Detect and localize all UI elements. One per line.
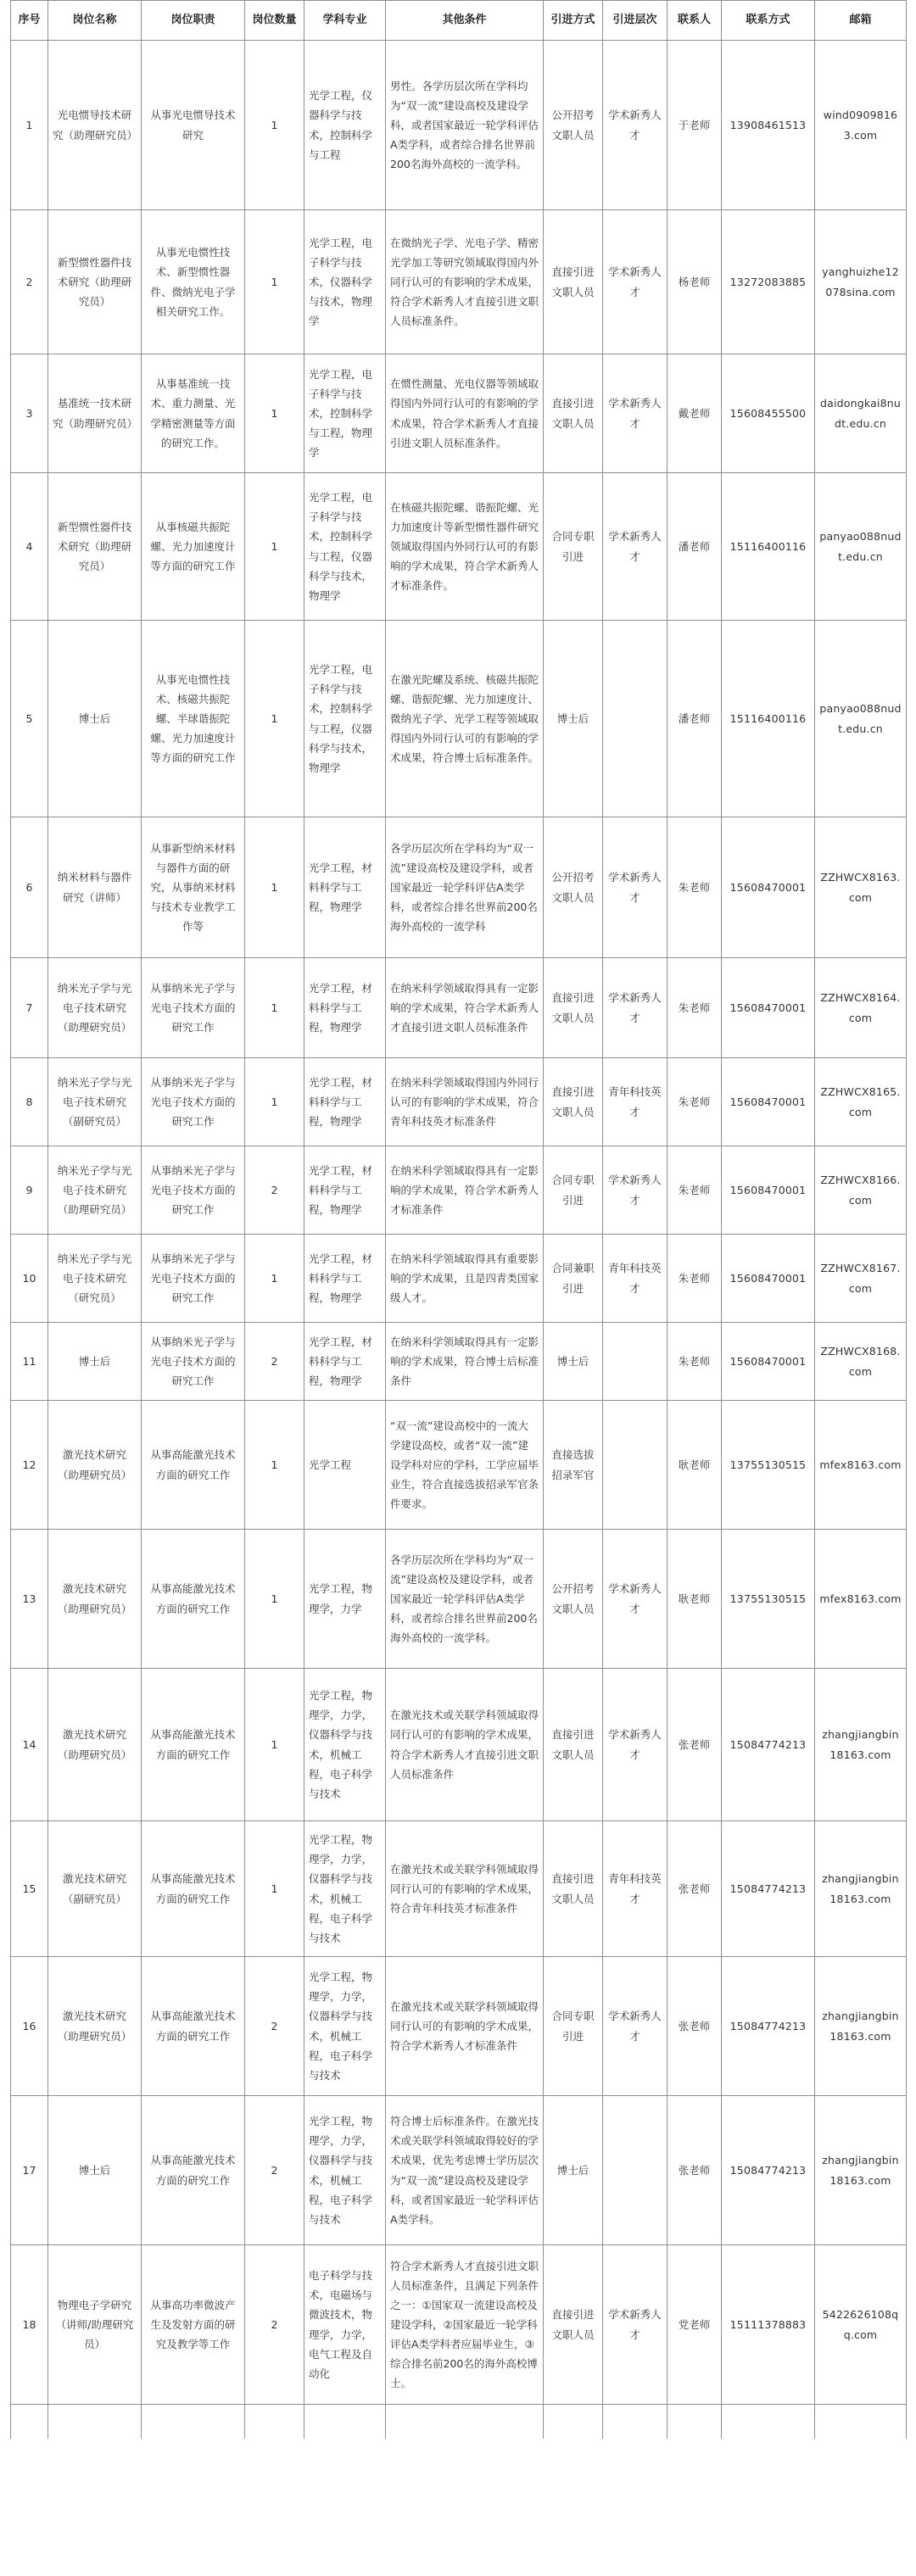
cell-count: 1: [245, 1235, 304, 1323]
cell-method: 合同专职引进: [544, 1957, 603, 2096]
cell-no: 16: [11, 1957, 48, 2096]
cell-major: 光学工程，电子科学与技术，控制科学与工程，仪器科学与技术，物理学: [304, 473, 386, 621]
cell-method: 直接引进文职人员: [544, 1669, 603, 1821]
cell-no: 3: [11, 354, 48, 473]
cell-method: 博士后: [544, 1323, 603, 1401]
cell-count: 1: [245, 1058, 304, 1146]
cell-no: 14: [11, 1669, 48, 1821]
cell-post-name: 激光技术研究（副研究员）: [48, 1821, 142, 1957]
cell-count: 2: [245, 2245, 304, 2405]
cell-count: 1: [245, 1821, 304, 1957]
cell-contact: 朱老师: [667, 1235, 722, 1323]
cell-contact: 戴老师: [667, 354, 722, 473]
cell-contact: 张老师: [667, 1669, 722, 1821]
cell-method: 合同专职引进: [544, 1146, 603, 1235]
cell-duty: 从事高能激光技术方面的研究工作: [142, 2096, 245, 2245]
cell-no: 8: [11, 1058, 48, 1146]
cell-major: 光学工程，仪器科学与技术，控制科学与工程: [304, 41, 386, 210]
cell-conditions: 在激光陀螺及系统、核磁共振陀螺、谐振陀螺、光力加速度计、微纳光子学、光学工程等领域取得国内外同行认可的有影响的学术成果，符合博士后标准条件。: [386, 621, 544, 817]
cell-post-name: 纳米光子学与光电子技术研究（助理研究员）: [48, 958, 142, 1058]
table-row: [11, 817, 907, 958]
cell-post-name: 新型惯性器件技术研究（助理研究员）: [48, 473, 142, 621]
table-row: [11, 2405, 907, 2439]
cell-contact: 于老师: [667, 41, 722, 210]
cell-major: 光学工程，物理学，力学，仪器科学与技术，机械工程，电子科学与技术: [304, 1957, 386, 2096]
table-row: [11, 473, 907, 621]
cell-level: 学术新秀人才: [603, 1146, 667, 1235]
cell-email: ZZHWCX8167.com: [815, 1235, 907, 1323]
cell-count: 1: [245, 354, 304, 473]
cell-method: 直接引进文职人员: [544, 2245, 603, 2405]
cell-duty: 从事基准统一技术、重力测量、光学精密测量等方面的研究工作。: [142, 354, 245, 473]
cell-post-name: 纳米材料与器件研究（讲师）: [48, 817, 142, 958]
cell-phone: 15116400116: [722, 621, 815, 817]
table-row: [11, 1669, 907, 1821]
cell-count: [245, 2405, 304, 2439]
cell-email: mfex8163.com: [815, 1401, 907, 1530]
cell-post-name: 博士后: [48, 2096, 142, 2245]
recruitment-table-container: [10, 0, 906, 2439]
cell-duty: 从事光电惯性技术、核磁共振陀螺、半球谐振陀螺、光力加速度计等方面的研究工作: [142, 621, 245, 817]
cell-phone: 15116400116: [722, 473, 815, 621]
cell-no: 4: [11, 473, 48, 621]
cell-count: 1: [245, 1401, 304, 1530]
cell-level: [603, 1401, 667, 1530]
cell-major: 光学工程，材料科学与工程，物理学: [304, 1058, 386, 1146]
cell-count: 1: [245, 210, 304, 354]
cell-email: ZZHWCX8164.com: [815, 958, 907, 1058]
cell-conditions: 在纳米科学领域取得国内外同行认可的有影响的学术成果，符合青年科技英才标准条件: [386, 1058, 544, 1146]
cell-phone: 15084774213: [722, 1957, 815, 2096]
cell-email: 5422626108qq.com: [815, 2245, 907, 2405]
table-row: [11, 958, 907, 1058]
cell-contact: 朱老师: [667, 958, 722, 1058]
cell-level: [603, 1323, 667, 1401]
cell-conditions: 在微纳光子学、光电子学、精密光学加工等研究领域取得国内外同行认可的有影响的学术成果，符合学术新秀人才直接引进文职人员标准条件。: [386, 210, 544, 354]
cell-conditions: 各学历层次所在学科均为“双一流”建设高校及建设学科，或者国家最近一轮学科评估A类学科，或者综合排名世界前200名海外高校的一流学科。: [386, 1530, 544, 1669]
cell-method: 公开招考文职人员: [544, 41, 603, 210]
table-row: [11, 2245, 907, 2405]
cell-major: 电子科学与技术，电磁场与微波技术，物理学，力学，电气工程及自动化: [304, 2245, 386, 2405]
cell-post-name: 博士后: [48, 621, 142, 817]
cell-email: mfex8163.com: [815, 1530, 907, 1669]
cell-phone: 15608455500: [722, 354, 815, 473]
cell-level: 学术新秀人才: [603, 210, 667, 354]
cell-phone: 15608470001: [722, 958, 815, 1058]
cell-method: 直接选拔招录军官: [544, 1401, 603, 1530]
cell-no: 17: [11, 2096, 48, 2245]
cell-contact: 耿老师: [667, 1401, 722, 1530]
cell-contact: 张老师: [667, 2096, 722, 2245]
cell-email: ZZHWCX8163.com: [815, 817, 907, 958]
cell-conditions: 在惯性测量、光电仪器等领域取得国内外同行认可的有影响的学术成果，符合学术新秀人才直接引进文职人员标准条件。: [386, 354, 544, 473]
cell-phone: 15608470001: [722, 817, 815, 958]
cell-level: 学术新秀人才: [603, 817, 667, 958]
cell-count: 1: [245, 41, 304, 210]
table-row: [11, 621, 907, 817]
cell-level: 学术新秀人才: [603, 354, 667, 473]
cell-method: 直接引进文职人员: [544, 1058, 603, 1146]
cell-contact: 张老师: [667, 1821, 722, 1957]
cell-no: 1: [11, 41, 48, 210]
cell-major: 光学工程，物理学，力学，仪器科学与技术，机械工程，电子科学与技术: [304, 1669, 386, 1821]
cell-count: 2: [245, 2096, 304, 2245]
cell-conditions: 符合博士后标准条件。在激光技术或关联学科领域取得较好的学术成果，优先考虑博士学历层次为“双一流”建设高校及建设学科，或者国家最近一轮学科评估A类学科。: [386, 2096, 544, 2245]
cell-count: 1: [245, 1530, 304, 1669]
cell-method: 直接引进文职人员: [544, 1821, 603, 1957]
cell-duty: 从事纳米光子学与光电子技术方面的研究工作: [142, 958, 245, 1058]
cell-conditions: “双一流”建设高校中的一流大学建设高校，或者“双一流”建设学科对应的学科，工学应届毕业生，符合直接选拔招录军官条件要求。: [386, 1401, 544, 1530]
table-row: [11, 210, 907, 354]
cell-duty: 从事光电惯性技术、新型惯性器件、微纳光电子学相关研究工作。: [142, 210, 245, 354]
cell-duty: 从事高能激光技术方面的研究工作: [142, 1530, 245, 1669]
cell-email: [815, 2405, 907, 2439]
cell-conditions: 在核磁共振陀螺、谐振陀螺、光力加速度计等新型惯性器件研究领域取得国内外同行认可的有影响的学术成果，符合学术新秀人才标准条件。: [386, 473, 544, 621]
cell-no: 10: [11, 1235, 48, 1323]
cell-count: 1: [245, 473, 304, 621]
header-email: 邮箱: [815, 1, 907, 41]
cell-phone: 13908461513: [722, 41, 815, 210]
cell-post-name: 基准统一技术研究（助理研究员）: [48, 354, 142, 473]
cell-conditions: [386, 2405, 544, 2439]
cell-conditions: 在纳米科学领域取得具有一定影响的学术成果，符合学术新秀人才标准条件: [386, 1146, 544, 1235]
table-row: [11, 2096, 907, 2245]
table-row: [11, 1146, 907, 1235]
cell-no: 7: [11, 958, 48, 1058]
cell-method: 博士后: [544, 2096, 603, 2245]
cell-method: 合同兼职引进: [544, 1235, 603, 1323]
cell-level: 青年科技英才: [603, 1058, 667, 1146]
cell-contact: 耿老师: [667, 1530, 722, 1669]
cell-level: 学术新秀人才: [603, 1957, 667, 2096]
cell-contact: 党老师: [667, 2245, 722, 2405]
cell-contact: 张老师: [667, 1957, 722, 2096]
cell-count: 1: [245, 817, 304, 958]
cell-post-name: 纳米光子学与光电子技术研究（副研究员）: [48, 1058, 142, 1146]
cell-method: 直接引进文职人员: [544, 354, 603, 473]
cell-phone: 15084774213: [722, 2096, 815, 2245]
table-row: [11, 1323, 907, 1401]
cell-post-name: 纳米光子学与光电子技术研究（研究员）: [48, 1235, 142, 1323]
header-conditions: 其他条件: [386, 1, 544, 41]
cell-conditions: 在激光技术或关联学科领域取得同行认可的有影响的学术成果，符合青年科技英才标准条件: [386, 1821, 544, 1957]
cell-phone: 13755130515: [722, 1530, 815, 1669]
cell-conditions: 在纳米科学领域取得具有一定影响的学术成果，符合博士后标准条件: [386, 1323, 544, 1401]
cell-duty: 从事高能激光技术方面的研究工作: [142, 1401, 245, 1530]
cell-method: 直接引进文职人员: [544, 210, 603, 354]
cell-post-name: 激光技术研究（助理研究员）: [48, 1530, 142, 1669]
cell-phone: 15608470001: [722, 1323, 815, 1401]
header-duty: 岗位职责: [142, 1, 245, 41]
cell-no: 11: [11, 1323, 48, 1401]
cell-post-name: 光电惯导技术研究（助理研究员）: [48, 41, 142, 210]
cell-level: 学术新秀人才: [603, 473, 667, 621]
cell-method: 公开招考文职人员: [544, 817, 603, 958]
cell-email: zhangjiangbin18163.com: [815, 1669, 907, 1821]
cell-level: 学术新秀人才: [603, 1530, 667, 1669]
cell-post-name: 纳米光子学与光电子技术研究（助理研究员）: [48, 1146, 142, 1235]
cell-no: 9: [11, 1146, 48, 1235]
cell-no: 13: [11, 1530, 48, 1669]
cell-major: 光学工程: [304, 1401, 386, 1530]
cell-major: 光学工程，材料科学与工程，物理学: [304, 817, 386, 958]
table-row: [11, 1821, 907, 1957]
cell-no: 12: [11, 1401, 48, 1530]
table-row: [11, 41, 907, 210]
cell-post-name: [48, 2405, 142, 2439]
header-major: 学科专业: [304, 1, 386, 41]
cell-level: 青年科技英才: [603, 1821, 667, 1957]
cell-email: zhangjiangbin18163.com: [815, 1821, 907, 1957]
cell-duty: 从事核磁共振陀螺、光力加速度计等方面的研究工作: [142, 473, 245, 621]
cell-method: 公开招考文职人员: [544, 1530, 603, 1669]
cell-post-name: 激光技术研究（助理研究员）: [48, 1957, 142, 2096]
cell-phone: 15608470001: [722, 1058, 815, 1146]
cell-conditions: 在激光技术或关联学科领域取得同行认可的有影响的学术成果，符合学术新秀人才标准条件: [386, 1957, 544, 2096]
cell-phone: 13272083885: [722, 210, 815, 354]
cell-duty: 从事高功率微波产生及发射方面的研究及教学等工作: [142, 2245, 245, 2405]
cell-email: daidongkai8nudt.edu.cn: [815, 354, 907, 473]
cell-no: 5: [11, 621, 48, 817]
cell-conditions: 在激光技术或关联学科领域取得同行认可的有影响的学术成果，符合学术新秀人才直接引进文职人员标准条件: [386, 1669, 544, 1821]
cell-conditions: 各学历层次所在学科均为“双一流”建设高校及建设学科，或者国家最近一轮学科评估A类学科，或者综合排名世界前200名海外高校的一流学科: [386, 817, 544, 958]
cell-level: [603, 621, 667, 817]
cell-method: 合同专职引进: [544, 473, 603, 621]
cell-duty: [142, 2405, 245, 2439]
cell-method: [544, 2405, 603, 2439]
header-phone: 联系方式: [722, 1, 815, 41]
cell-phone: 15608470001: [722, 1146, 815, 1235]
cell-duty: 从事新型纳米材料与器件方面的研究，从事纳米材料与技术专业教学工作等: [142, 817, 245, 958]
cell-major: 光学工程，物理学，力学: [304, 1530, 386, 1669]
table-row: [11, 354, 907, 473]
header-no: 序号: [11, 1, 48, 41]
cell-major: 光学工程，电子科学与技术，仪器科学与技术，物理学: [304, 210, 386, 354]
cell-phone: 15608470001: [722, 1235, 815, 1323]
cell-conditions: 符合学术新秀人才直接引进文职人员标准条件，且满足下列条件之一：①国家双一流建设高校及建设学科，②国家最近一轮学科评估A类学科者应届毕业生，③综合排名前200名的海外高校博士。: [386, 2245, 544, 2405]
table-row: [11, 1957, 907, 2096]
header-method: 引进方式: [544, 1, 603, 41]
cell-post-name: 新型惯性器件技术研究（助理研究员）: [48, 210, 142, 354]
cell-email: ZZHWCX8168.com: [815, 1323, 907, 1401]
cell-level: 青年科技英才: [603, 1235, 667, 1323]
cell-count: 2: [245, 1323, 304, 1401]
cell-major: 光学工程，材料科学与工程，物理学: [304, 958, 386, 1058]
cell-level: [603, 2096, 667, 2245]
cell-post-name: 博士后: [48, 1323, 142, 1401]
cell-email: ZZHWCX8166.com: [815, 1146, 907, 1235]
cell-email: zhangjiangbin18163.com: [815, 2096, 907, 2245]
header-count: 岗位数量: [245, 1, 304, 41]
cell-post-name: 激光技术研究（助理研究员）: [48, 1669, 142, 1821]
cell-contact: 朱老师: [667, 1323, 722, 1401]
cell-duty: 从事纳米光子学与光电子技术方面的研究工作: [142, 1323, 245, 1401]
cell-phone: 15111378883: [722, 2245, 815, 2405]
cell-contact: 潘老师: [667, 473, 722, 621]
cell-contact: 潘老师: [667, 621, 722, 817]
cell-major: 光学工程，材料科学与工程，物理学: [304, 1146, 386, 1235]
cell-phone: [722, 2405, 815, 2439]
table-row: [11, 1401, 907, 1530]
cell-duty: 从事纳米光子学与光电子技术方面的研究工作: [142, 1058, 245, 1146]
table-row: [11, 1058, 907, 1146]
cell-duty: 从事纳米光子学与光电子技术方面的研究工作: [142, 1146, 245, 1235]
cell-post-name: 物理电子学研究（讲师/助理研究员）: [48, 2245, 142, 2405]
cell-phone: 15084774213: [722, 1669, 815, 1821]
header-contact: 联系人: [667, 1, 722, 41]
cell-count: 1: [245, 958, 304, 1058]
cell-major: 光学工程，电子科学与技术，控制科学与工程，物理学: [304, 354, 386, 473]
cell-count: 2: [245, 1957, 304, 2096]
cell-email: yanghuizhe12078sina.com: [815, 210, 907, 354]
cell-phone: 15084774213: [722, 1821, 815, 1957]
cell-contact: 朱老师: [667, 817, 722, 958]
cell-level: 学术新秀人才: [603, 1669, 667, 1821]
cell-major: 光学工程，电子科学与技术，控制科学与工程，仪器科学与技术，物理学: [304, 621, 386, 817]
cell-no: 6: [11, 817, 48, 958]
cell-email: wind09098163.com: [815, 41, 907, 210]
cell-method: 直接引进文职人员: [544, 958, 603, 1058]
cell-major: [304, 2405, 386, 2439]
cell-phone: 13755130515: [722, 1401, 815, 1530]
cell-email: panyao088nudt.edu.cn: [815, 621, 907, 817]
cell-email: zhangjiangbin18163.com: [815, 1957, 907, 2096]
cell-duty: 从事高能激光技术方面的研究工作: [142, 1669, 245, 1821]
cell-major: 光学工程，材料科学与工程，物理学: [304, 1323, 386, 1401]
header-level: 引进层次: [603, 1, 667, 41]
cell-contact: [667, 2405, 722, 2439]
cell-count: 2: [245, 1146, 304, 1235]
cell-duty: 从事纳米光子学与光电子技术方面的研究工作: [142, 1235, 245, 1323]
table-row: [11, 1235, 907, 1323]
cell-count: 1: [245, 621, 304, 817]
cell-no: 18: [11, 2245, 48, 2405]
cell-level: 学术新秀人才: [603, 41, 667, 210]
cell-contact: 朱老师: [667, 1146, 722, 1235]
cell-conditions: 男性。各学历层次所在学科均为“双一流”建设高校及建设学科，或者国家最近一轮学科评估A类学科，或者综合排名世界前200名海外高校的一流学科。: [386, 41, 544, 210]
cell-post-name: 激光技术研究（助理研究员）: [48, 1401, 142, 1530]
cell-count: 1: [245, 1669, 304, 1821]
cell-conditions: 在纳米科学领域取得具有一定影响的学术成果，符合学术新秀人才直接引进文职人员标准条件: [386, 958, 544, 1058]
cell-duty: 从事光电惯导技术研究: [142, 41, 245, 210]
header-post-name: 岗位名称: [48, 1, 142, 41]
cell-no: [11, 2405, 48, 2439]
cell-level: 学术新秀人才: [603, 958, 667, 1058]
cell-email: ZZHWCX8165.com: [815, 1058, 907, 1146]
cell-no: 2: [11, 210, 48, 354]
cell-duty: 从事高能激光技术方面的研究工作: [142, 1957, 245, 2096]
cell-level: 学术新秀人才: [603, 2245, 667, 2405]
cell-major: 光学工程，物理学，力学，仪器科学与技术，机械工程，电子科学与技术: [304, 2096, 386, 2245]
cell-contact: 朱老师: [667, 1058, 722, 1146]
table-row: [11, 1530, 907, 1669]
cell-conditions: 在纳米科学领域取得具有重要影响的学术成果，且是四青类国家级人才。: [386, 1235, 544, 1323]
table-header-row: [11, 1, 907, 41]
cell-contact: 杨老师: [667, 210, 722, 354]
cell-level: [603, 2405, 667, 2439]
cell-major: 光学工程，物理学，力学，仪器科学与技术，机械工程，电子科学与技术: [304, 1821, 386, 1957]
cell-method: 博士后: [544, 621, 603, 817]
recruitment-table: [10, 0, 907, 2439]
cell-duty: 从事高能激光技术方面的研究工作: [142, 1821, 245, 1957]
cell-no: 15: [11, 1821, 48, 1957]
cell-major: 光学工程，材料科学与工程，物理学: [304, 1235, 386, 1323]
cell-email: panyao088nudt.edu.cn: [815, 473, 907, 621]
